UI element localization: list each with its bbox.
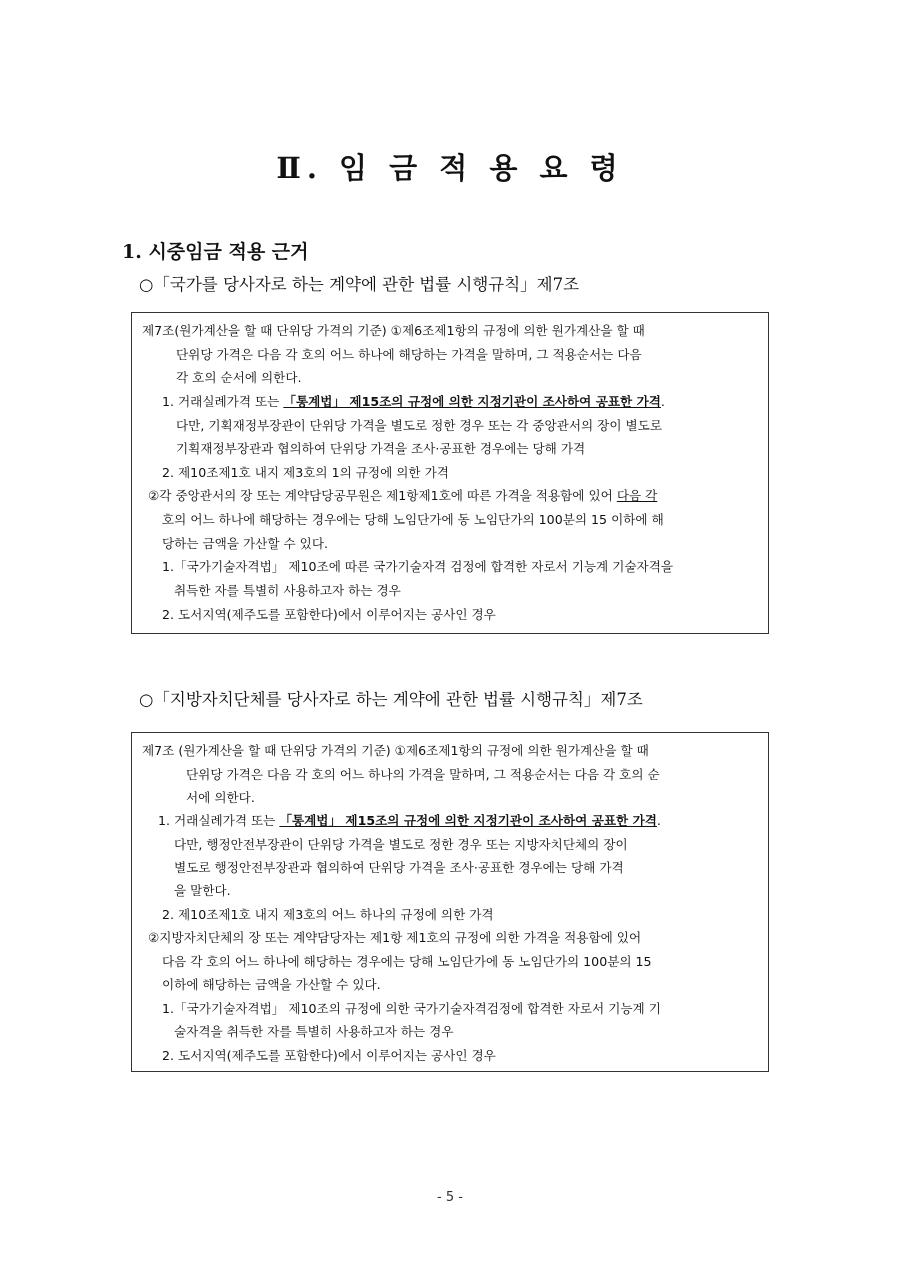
- box1-line: 각 호의 순서에 의한다.: [176, 370, 302, 385]
- box1-line: 다만, 기획재정부장관이 단위당 가격을 별도로 정한 경우 또는 각 중앙관서의 장이 별도로: [176, 418, 662, 433]
- box1-line: 제7조(원가계산을 할 때 단위당 가격의 기준) ①제6조제1항의 규정에 의한 원가계산을 할 때: [142, 323, 645, 338]
- box2-line: 제7조 (원가계산을 할 때 단위당 가격의 기준) ①제6조제1항의 규정에 의한 원가계산을 할 때: [142, 743, 649, 758]
- box2-line: 별도로 행정안전부장관과 협의하여 단위당 가격을 조사·공표한 경우에는 당해 가격: [174, 860, 624, 875]
- box1-line: ②각 중앙관서의 장 또는 계약담당공무원은 제1항제1호에 따른 가격을 적용함에 있어 다음 각: [148, 488, 658, 503]
- underlined-phrase: 「통계법」 제15조의 규정에 의한 지정기관이 조사하여 공표한 가격: [279, 813, 657, 828]
- box2-line: 다음 각 호의 어느 하나에 해당하는 경우에는 당해 노임단가에 동 노임단가의 100분의 15: [162, 954, 652, 969]
- box2-line: 을 말한다.: [174, 883, 231, 898]
- page-number: - 5 -: [437, 1190, 463, 1205]
- box2-line: ②지방자치단체의 장 또는 계약담당자는 제1항 제1호의 규정에 의한 가격을 적용함에 있어: [148, 930, 642, 945]
- box2-line: 2. 도서지역(제주도를 포함한다)에서 이루어지는 공사인 경우: [162, 1048, 496, 1063]
- underlined-phrase: 「통계법」 제15조의 규정에 의한 지정기관이 조사하여 공표한 가격: [283, 394, 661, 409]
- box2-line: 1.「국가기술자격법」 제10조의 규정에 의한 국가기술자격검정에 합격한 자로서 기능계 기: [162, 1001, 661, 1016]
- box1-line: 호의 어느 하나에 해당하는 경우에는 당해 노임단가에 동 노임단가의 100분의 15 이하에 해: [162, 512, 664, 527]
- box1-line: 2. 제10조제1호 내지 제3호의 1의 규정에 의한 가격: [162, 465, 449, 480]
- section-heading: 1. 시중임금 적용 근거: [122, 241, 309, 263]
- box1-line: 당하는 금액을 가산할 수 있다.: [162, 536, 329, 551]
- underlined-phrase: 다음 각: [616, 488, 658, 503]
- box2-line: 다만, 행정안전부장관이 단위당 가격을 별도로 정한 경우 또는 지방자치단체의 장이: [174, 837, 628, 852]
- box2-line: 술자격을 취득한 자를 특별히 사용하고자 하는 경우: [174, 1024, 454, 1039]
- box2-line: 1. 거래실례가격 또는 「통계법」 제15조의 규정에 의한 지정기관이 조사하여 공표한 가격.: [158, 813, 661, 828]
- box2-line: 2. 제10조제1호 내지 제3호의 어느 하나의 규정에 의한 가격: [162, 907, 494, 922]
- law-text-box-1: [131, 312, 769, 634]
- box1-line: 기획재정부장관과 협의하여 단위당 가격을 조사·공표한 경우에는 당해 가격: [176, 441, 586, 456]
- box1-line: 1. 거래실례가격 또는 「통계법」 제15조의 규정에 의한 지정기관이 조사하여 공표한 가격.: [162, 394, 665, 409]
- law-text-box-2: [131, 732, 769, 1072]
- box1-line: 1.「국가기술자격법」 제10조에 따른 국가기술자격 검정에 합격한 자로서 기능계 기술자격을: [162, 559, 674, 574]
- box2-line: 서에 의한다.: [186, 790, 255, 805]
- box1-line: 단위당 가격은 다음 각 호의 어느 하나에 해당하는 가격을 말하며, 그 적용순서는 다음: [176, 347, 642, 362]
- page-title: Ⅱ. 임 금 적 용 요 령: [276, 151, 624, 185]
- box2-line: 단위당 가격은 다음 각 호의 어느 하나의 가격을 말하며, 그 적용순서는 다음 각 호의 순: [186, 767, 660, 782]
- box1-line: 2. 도서지역(제주도를 포함한다)에서 이루어지는 공사인 경우: [162, 607, 496, 622]
- law-citation-2: ○「지방자치단체를 당사자로 하는 계약에 관한 법률 시행규칙」제7조: [139, 690, 643, 709]
- box2-line: 이하에 해당하는 금액을 가산할 수 있다.: [162, 977, 381, 992]
- box1-line: 취득한 자를 특별히 사용하고자 하는 경우: [174, 583, 401, 598]
- law-citation-1: ○「국가를 당사자로 하는 계약에 관한 법률 시행규칙」제7조: [139, 275, 580, 294]
